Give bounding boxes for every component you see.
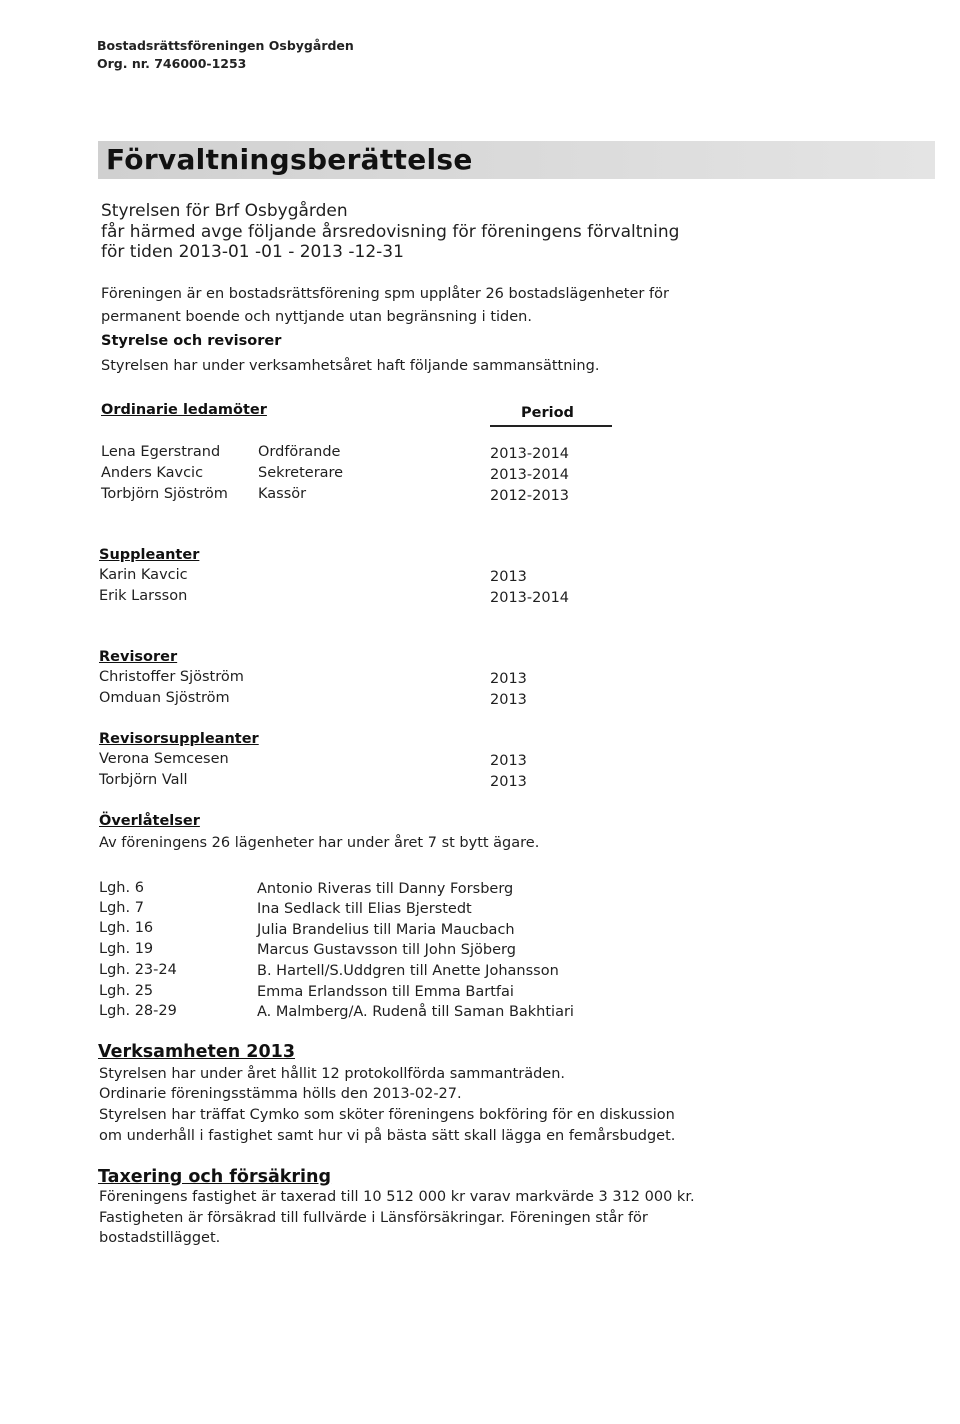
revisorsuppleant-period: 2013 [490,753,527,769]
intro-line-1: Styrelsen för Brf Osbygården [101,201,348,221]
description-line-1: Föreningen är en bostadsrättsförening spm upplåter 26 bostadslägenheter för [101,286,669,302]
overlatelser-heading: Överlåtelser [99,813,200,829]
revisorer-heading: Revisorer [99,649,178,665]
title-band [98,141,935,179]
verksamheten-heading: Verksamheten 2013 [98,1042,296,1062]
overlatelser-text: Av föreningens 26 lägenheter har under året 7 st bytt ägare. [99,835,540,851]
transfer-description: Antonio Riveras till Danny Forsberg [257,881,514,897]
period-underline [490,425,612,427]
transfer-apartment: Lgh. 25 [99,983,154,999]
suppleant-name: Erik Larsson [99,588,188,604]
taxering-line-3: bostadstillägget. [99,1230,221,1246]
ordinarie-role: Ordförande [258,444,341,460]
revisorsuppleanter-heading: Revisorsuppleanter [99,731,259,747]
verksamheten-line-3: Styrelsen har träffat Cymko som sköter föreningens bokföring för en diskussion [99,1107,675,1123]
revisorsuppleant-name: Torbjörn Vall [99,772,188,788]
verksamheten-line-2: Ordinarie föreningsstämma hölls den 2013-02-27. [99,1086,462,1102]
transfer-description: Marcus Gustavsson till John Sjöberg [257,942,516,958]
transfer-description: Ina Sedlack till Elias Bjerstedt [257,901,472,917]
suppleant-period: 2013 [490,569,527,585]
transfer-apartment: Lgh. 7 [99,900,144,916]
period-heading: Period [521,405,574,421]
taxering-line-2: Fastigheten är försäkrad till fullvärde i Länsförsäkringar. Föreningen står för [99,1210,648,1226]
transfer-description: A. Malmberg/A. Rudenå till Saman Bakhtiari [257,1004,574,1020]
ordinarie-heading: Ordinarie ledamöter [101,402,267,418]
ordinarie-name: Torbjörn Sjöström [101,486,228,502]
ordinarie-period: 2012-2013 [490,488,570,504]
suppleant-period: 2013-2014 [490,590,570,606]
ordinarie-role: Sekreterare [258,465,344,481]
taxering-line-1: Föreningens fastighet är taxerad till 10 512 000 kr varav markvärde 3 312 000 kr. [99,1189,695,1205]
ordinarie-name: Anders Kavcic [101,465,204,481]
ordinarie-name: Lena Egerstrand [101,444,221,460]
org-number: Org. nr. 746000-1253 [97,56,247,71]
revisor-name: Christoffer Sjöström [99,669,244,685]
description-line-2: permanent boende och nyttjande utan begränsning i tiden. [101,309,532,325]
revisorsuppleant-name: Verona Semcesen [99,751,229,767]
board-heading: Styrelse och revisorer [101,333,282,349]
transfer-apartment: Lgh. 16 [99,920,154,936]
verksamheten-line-1: Styrelsen har under året hållit 12 protokollförda sammanträden. [99,1066,566,1082]
verksamheten-line-4: om underhåll i fastighet samt hur vi på bästa sätt skall lägga en femårsbudget. [99,1128,676,1144]
intro-line-2: får härmed avge följande årsredovisning för föreningens förvaltning [101,222,680,242]
revisor-period: 2013 [490,671,527,687]
revisor-name: Omduan Sjöström [99,690,230,706]
board-text: Styrelsen har under verksamhetsåret haft följande sammansättning. [101,358,600,374]
ordinarie-period: 2013-2014 [490,446,570,462]
ordinarie-period: 2013-2014 [490,467,570,483]
transfer-description: B. Hartell/S.Uddgren till Anette Johansson [257,963,559,979]
ordinarie-role: Kassör [258,486,307,502]
revisorsuppleant-period: 2013 [490,774,527,790]
revisor-period: 2013 [490,692,527,708]
transfer-apartment: Lgh. 28-29 [99,1003,177,1019]
transfer-description: Emma Erlandsson till Emma Bartfai [257,984,514,1000]
suppleanter-heading: Suppleanter [99,547,200,563]
suppleant-name: Karin Kavcic [99,567,188,583]
transfer-apartment: Lgh. 23-24 [99,962,177,978]
transfer-apartment: Lgh. 19 [99,941,154,957]
transfer-description: Julia Brandelius till Maria Maucbach [257,922,515,938]
transfer-apartment: Lgh. 6 [99,880,144,896]
intro-line-3: för tiden 2013-01 -01 - 2013 -12-31 [101,242,404,262]
page-title: Förvaltningsberättelse [106,143,473,176]
org-name: Bostadsrättsföreningen Osbygården [97,38,354,53]
taxering-heading: Taxering och försäkring [98,1167,332,1187]
